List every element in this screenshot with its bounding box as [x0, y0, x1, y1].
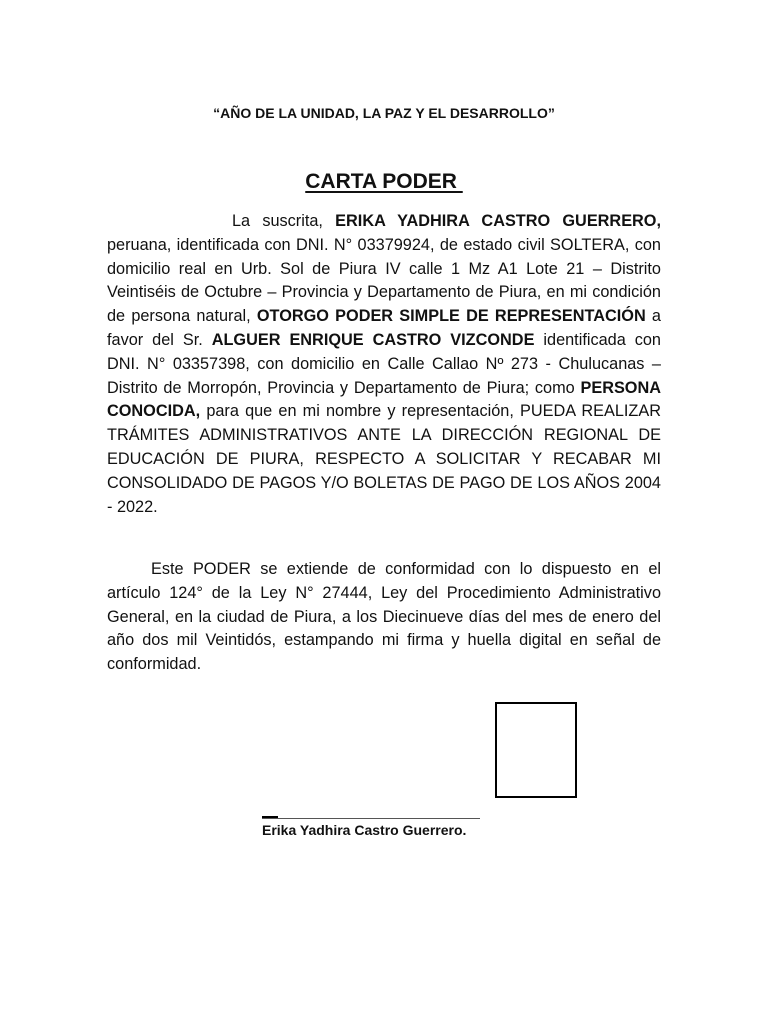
- p1-text-2: peruana, identificada con DNI. N° 03379924, de estado civil SOLTERA, con domicilio real en Urb. Sol de Piura IV calle 1 Mz A1 Lote 21 – Distrito Veintiséis de Octubre – Provincia y Departamento de Piura, en mi condición de persona natural,: [107, 235, 661, 326]
- p1-text-1: La suscrita,: [232, 212, 336, 230]
- document-title: CARTA PODER: [305, 170, 463, 193]
- p1-text-5: para que en mi nombre y representación, PUEDA REALIZAR TRÁMITES ADMINISTRATIVOS ANTE LA DIRECCIÓN REGIONAL DE EDUCACIÓN DE PIURA, RESPECTO A SOLICITAR Y RECABAR MI CONSOLIDADO DE PAGOS Y/O BOLETAS DE PAGO DE LOS AÑOS 2004 - 2022.: [107, 402, 661, 516]
- attorney-name: ALGUER ENRIQUE CASTRO VIZCONDE: [211, 330, 535, 349]
- grantor-name: ERIKA YADHIRA CASTRO GUERRERO,: [335, 212, 661, 230]
- paragraph-conformity: Este PODER se extiende de conformidad con lo dispuesto en el artículo 124° de la Ley N° 27444, Ley del Procedimiento Administrativo General, en la ciudad de Piura, a los Diecinueve días del mes de enero del año dos mil Veintidós, estampando mi firma y huella digital en señal de conformidad.: [107, 560, 661, 674]
- fingerprint-box: [495, 702, 577, 798]
- paragraph-grant-of-power: [107, 210, 661, 519]
- document-motto: “AÑO DE LA UNIDAD, LA PAZ Y EL DESARROLLO”: [213, 105, 555, 121]
- power-type: OTORGO PODER SIMPLE DE REPRESENTACIÓN: [256, 307, 646, 326]
- relationship-label: PERSONA CONOCIDA,: [107, 378, 661, 421]
- p1-text-4: identificada con DNI. N° 03357398, con domicilio en Calle Callao Nº 273 - Chulucanas – Distrito de Morropón, Provincia y Departamento de Piura; como: [107, 330, 661, 397]
- signature-line: [262, 818, 480, 819]
- p1-text-3: a favor del Sr.: [107, 307, 661, 349]
- signatory-name: Erika Yadhira Castro Guerrero.: [262, 822, 467, 838]
